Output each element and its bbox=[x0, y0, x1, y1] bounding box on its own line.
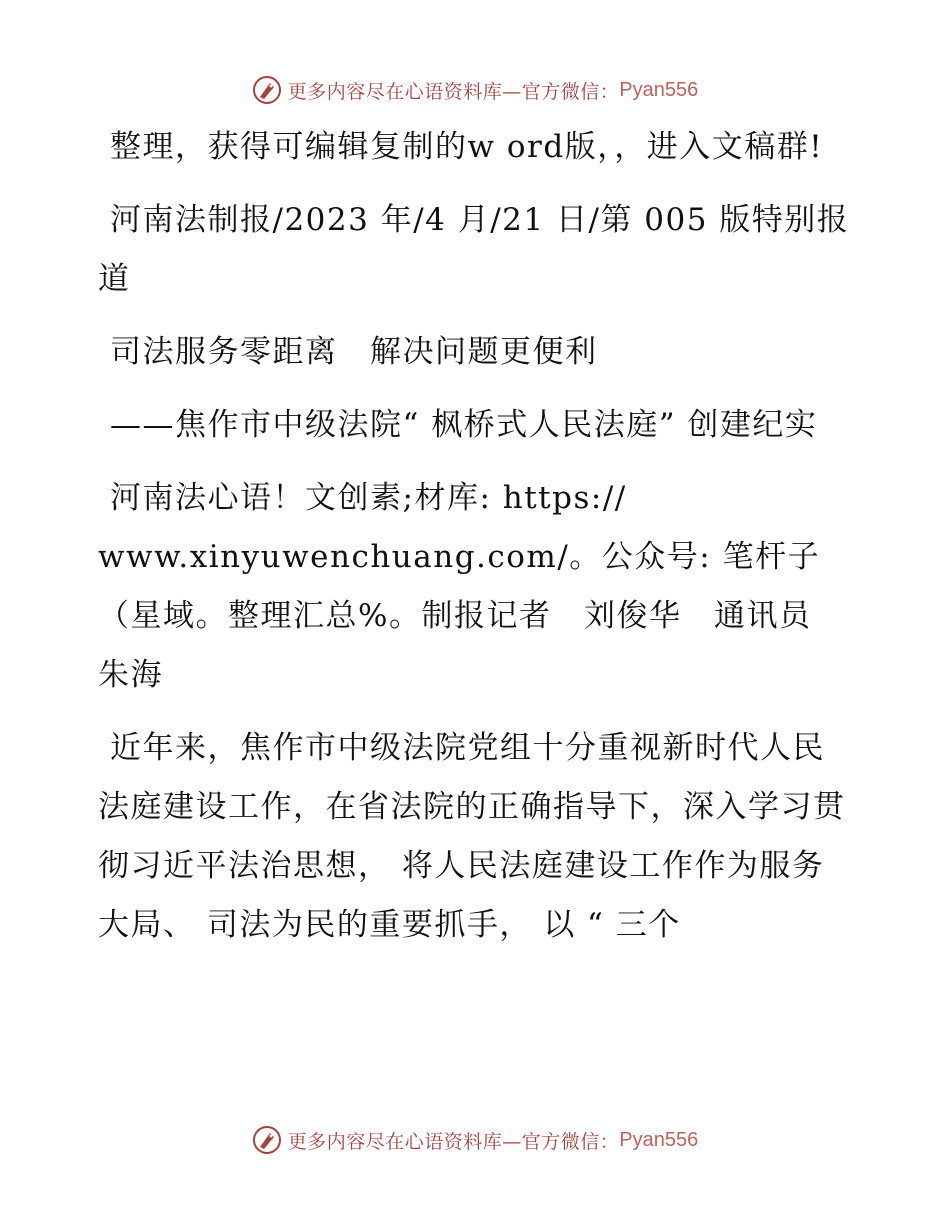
footer-watermark-banner bbox=[0, 1120, 950, 1160]
paragraph-byline: 河南法心语！文创素;材库: https:// www.xinyuwenchuang.com/。公众号: 笔杆子（星域。整理汇总%。制报记者 刘俊华 通讯员 朱海 bbox=[98, 480, 821, 693]
paragraph-source: 河南法制报/2023 年/4 月/21 日/第 005 版特别报道 bbox=[98, 202, 850, 297]
banner-wechat-handle: Pyan556 bbox=[619, 1128, 699, 1151]
banner-text: 更多内容尽在心语资料库—官方微信： bbox=[287, 80, 620, 103]
pen-nib-icon bbox=[252, 75, 282, 105]
banner-wechat-handle: Pyan556 bbox=[619, 78, 699, 101]
article-subtitle: ——焦作市中级法院“ 枫桥式人民法庭” 创建纪实 bbox=[110, 407, 818, 443]
document-body bbox=[98, 118, 856, 969]
banner-text: 更多内容尽在心语资料库—官方微信： bbox=[287, 1130, 620, 1153]
paragraph-intro: 整理，获得可编辑复制的w ord版，，进入文稿群! bbox=[110, 129, 824, 165]
header-watermark-banner bbox=[0, 70, 950, 110]
article-title: 司法服务零距离 解决问题更便利 bbox=[110, 334, 598, 370]
paragraph-body: 近年来，焦作市中级法院党组十分重视新时代人民法庭建设工作，在省法院的正确指导下，深入学习贯彻习近平法治思想， 将人民法庭建设工作作为服务大局、 司法为民的重要抓手， 以 “ 三个 bbox=[98, 730, 846, 943]
pen-nib-icon bbox=[252, 1125, 282, 1155]
